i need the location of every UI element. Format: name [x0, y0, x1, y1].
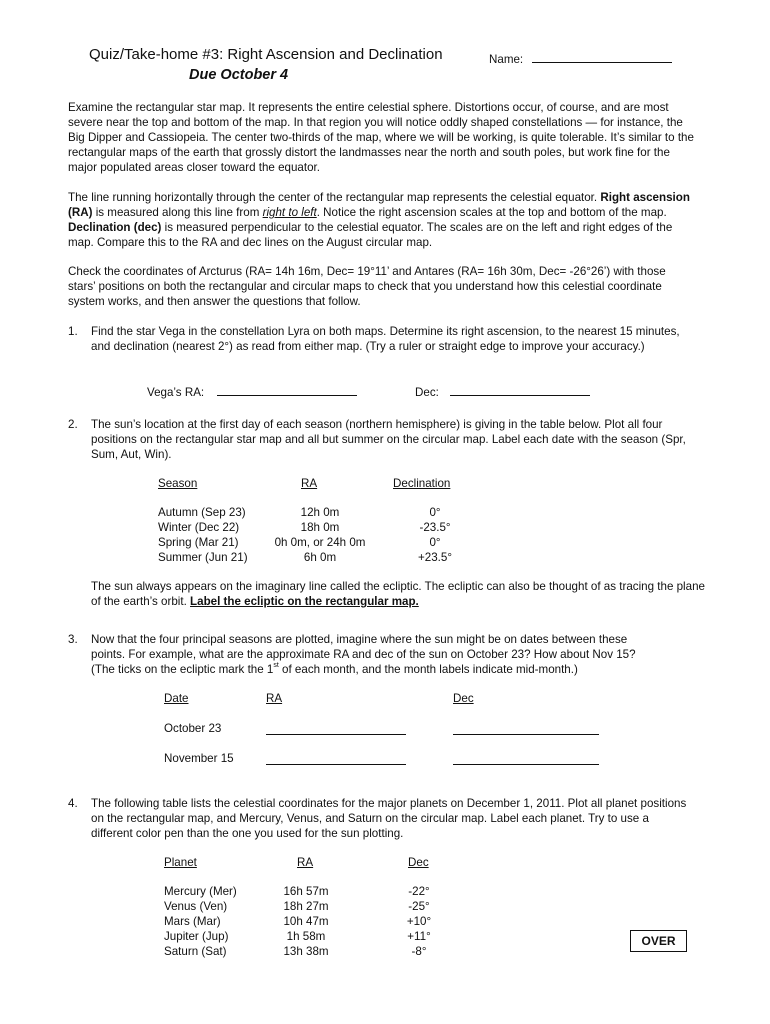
q2-row-dec: +23.5°	[418, 551, 452, 564]
q2-row-season: Spring (Mar 21)	[158, 536, 239, 549]
q4-header-dec: Dec	[408, 856, 429, 869]
q2-row-dec: 0°	[429, 506, 441, 519]
q3-row-date: November 15	[164, 752, 234, 765]
q2-row-season: Autumn (Sep 23)	[158, 506, 246, 519]
q2-ecliptic-instruction: Label the ecliptic on the rectangular map.	[190, 595, 419, 608]
q2-number: 2.	[68, 418, 78, 431]
q3-oct23-ra-blank[interactable]	[266, 723, 406, 735]
q3-text: Now that the four principal seasons are plotted, imagine where the sun might be on dates between these points. For example, what are the approximate RA and dec of the sun on October 23? How about Nov 15? (The ticks on the ecliptic mark the 1st of each month, and the month labels indicate mid-month.)	[91, 633, 636, 676]
q1-ra-label: Vega’s RA:	[147, 386, 205, 399]
q4-number: 4.	[68, 797, 78, 810]
q3-row-date: October 23	[164, 722, 222, 735]
q2-header-season: Season	[158, 477, 198, 490]
due-date: Due October 4	[189, 67, 289, 83]
q4-header-ra: RA	[297, 856, 314, 869]
q2-header-ra: RA	[301, 477, 318, 490]
q3-oct23-dec-blank[interactable]	[453, 723, 599, 735]
q3-header-date: Date	[164, 692, 189, 705]
q4-header-planet: Planet	[164, 856, 197, 869]
q4-text: The following table lists the celestial coordinates for the major planets on December 1, 2011. Plot all planet positions on the rectangular map, and Mercury, Venus, and Saturn on the circular map. Label each planet. Try to use a different color pen than the one you used for the sun plotting.	[91, 797, 687, 840]
q1-dec-blank[interactable]	[450, 384, 590, 396]
q2-text: The sun’s location at the first day of each season (northern hemisphere) is giving in the table below. Plot all four positions on the rectangular star map and all but summer on the circular map. Label each date with the season (Spr, Sum, Aut, Win).	[91, 418, 686, 461]
q4-row-ra: 1h 58m	[286, 930, 326, 943]
over-indicator: OVER	[630, 930, 687, 952]
page-title: Quiz/Take-home #3: Right Ascension and Declination	[89, 46, 443, 63]
q4-row-dec: -25°	[408, 900, 430, 913]
q4-row-ra: 13h 38m	[283, 945, 329, 958]
q4-row-planet: Venus (Ven)	[164, 900, 228, 913]
q4-row-dec: +10°	[406, 915, 432, 928]
q1-ra-blank[interactable]	[217, 384, 357, 396]
q2-row-season: Winter (Dec 22)	[158, 521, 240, 534]
intro-paragraph-2: The line running horizontally through the center of the rectangular map represents the celestial equator. Right ascension (RA) is measured along this line from right to left. Notice the right ascension scales at the top and bottom of the map. Declination (dec) is measured perpendicular to the celestial equator. The scales are on the left and right edges of the map. Compare this to the RA and dec lines on the August circular map.	[68, 191, 690, 249]
q1-ra-field[interactable]	[147, 384, 357, 400]
q2-row-ra: 12h 0m	[300, 506, 340, 519]
q4-row-dec: -22°	[408, 885, 430, 898]
q2-row-ra: 18h 0m	[300, 521, 340, 534]
q4-row-ra: 10h 47m	[283, 915, 329, 928]
q1-dec-label: Dec:	[415, 386, 439, 399]
q1-number: 1.	[68, 325, 78, 338]
q3-header-ra: RA	[266, 692, 283, 705]
q4-row-dec: +11°	[407, 930, 431, 943]
intro-paragraph-3: Check the coordinates of Arcturus (RA= 14h 16m, Dec= 19°11’ and Antares (RA= 16h 30m, Dec= -26°26’) with those stars’ positions on both the rectangular and circular maps to check that you understand how this celestial coordinate system works, and then answer the questions that follow.	[68, 265, 666, 308]
q1-dec-field[interactable]	[415, 384, 590, 400]
q4-row-ra: 16h 57m	[283, 885, 329, 898]
name-label: Name:	[489, 53, 524, 66]
q3-nov15-dec-blank[interactable]	[453, 753, 599, 765]
intro-paragraph-1: Examine the rectangular star map. It represents the entire celestial sphere. Distortions occur, of course, and are most severe near the top and bottom of the map. In that region you will notice oddly shaped constellations — for instance, the Big Dipper and Cassiopeia. The center two-thirds of the map, where we will be working, is quite tolerable. It’s similar to the rectangular maps of the earth that grossly distort the landmasses near the north and south poles, but work fine for the major populated areas closer toward the equator.	[68, 101, 694, 174]
q4-row-dec: -8°	[411, 945, 427, 958]
q4-row-planet: Mercury (Mer)	[164, 885, 237, 898]
q4-row-planet: Jupiter (Jup)	[164, 930, 229, 943]
q2-row-ra: 0h 0m, or 24h 0m	[274, 536, 366, 549]
q4-row-planet: Saturn (Sat)	[164, 945, 227, 958]
q2-row-ra: 6h 0m	[303, 551, 337, 564]
q2-header-declination: Declination	[393, 477, 451, 490]
q2-row-dec: -23.5°	[419, 521, 451, 534]
q1-text: Find the star Vega in the constellation Lyra on both maps. Determine its right ascension, to the nearest 15 minutes, and declination (nearest 2°) as read from either map. (Try a ruler or straight edge to improve your accuracy.)	[91, 325, 680, 353]
q2-row-dec: 0°	[429, 536, 441, 549]
q3-nov15-ra-blank[interactable]	[266, 753, 406, 765]
name-field[interactable]	[489, 51, 672, 67]
q3-number: 3.	[68, 633, 78, 646]
q2-row-season: Summer (Jun 21)	[158, 551, 248, 564]
name-blank[interactable]	[532, 51, 672, 63]
q2-ecliptic-note: The sun always appears on the imaginary line called the ecliptic. The ecliptic can also be thought of as tracing the plane of the earth’s orbit. Label the ecliptic on the rectangular map.	[91, 580, 705, 608]
q4-row-ra: 18h 27m	[283, 900, 329, 913]
q4-row-planet: Mars (Mar)	[164, 915, 221, 928]
q3-header-dec: Dec	[453, 692, 474, 705]
